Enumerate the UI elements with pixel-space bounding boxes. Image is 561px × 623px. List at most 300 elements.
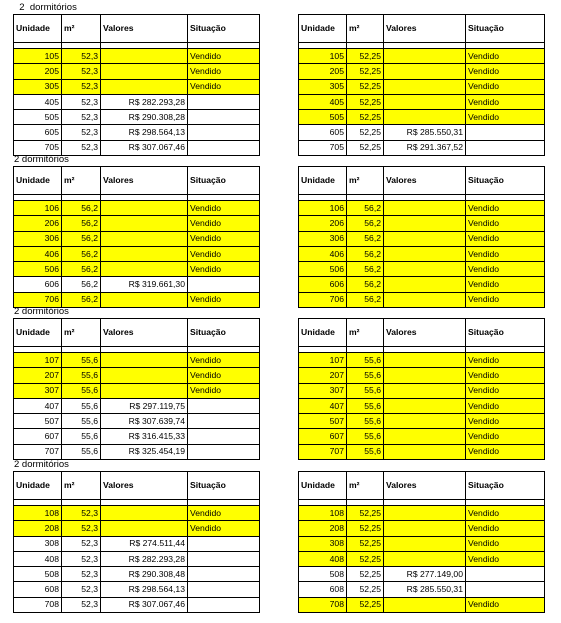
status-cell	[466, 125, 545, 140]
status-cell: Vendido	[188, 201, 260, 216]
status-cell	[188, 429, 260, 444]
header-unidade: Unidade	[14, 15, 62, 43]
header-situacao: Situação	[188, 15, 260, 43]
price-cell	[384, 536, 466, 551]
table-row	[14, 125, 260, 140]
area-cell: 52,3	[62, 125, 101, 140]
price-cell: R$ 316.415,33	[101, 429, 188, 444]
header-row	[299, 319, 545, 347]
header-situacao: Situação	[466, 167, 545, 195]
table-row	[14, 582, 260, 597]
area-cell: 55,6	[62, 398, 101, 413]
status-cell: Vendido	[188, 521, 260, 536]
section-title: 2 dormitórios	[14, 306, 69, 317]
unit-cell: 705	[14, 140, 62, 155]
unit-cell: 508	[299, 567, 347, 582]
area-cell: 52,25	[347, 79, 384, 94]
unit-cell: 308	[299, 536, 347, 551]
status-cell	[188, 398, 260, 413]
unit-cell: 507	[14, 414, 62, 429]
unit-cell: 407	[299, 398, 347, 413]
price-cell	[384, 506, 466, 521]
table-row	[299, 429, 545, 444]
area-cell: 52,25	[347, 64, 384, 79]
unit-cell: 607	[14, 429, 62, 444]
table-row	[14, 368, 260, 383]
table-row	[299, 444, 545, 459]
price-cell	[384, 521, 466, 536]
price-cell	[384, 201, 466, 216]
unit-cell: 705	[299, 140, 347, 155]
status-cell: Vendido	[466, 64, 545, 79]
status-cell: Vendido	[466, 521, 545, 536]
table-row	[299, 64, 545, 79]
unit-cell: 408	[299, 551, 347, 566]
header-valores: Valores	[101, 319, 188, 347]
header-situacao: Situação	[188, 319, 260, 347]
status-cell	[188, 140, 260, 155]
table-row	[14, 246, 260, 261]
unit-cell: 607	[299, 429, 347, 444]
area-cell: 56,2	[62, 201, 101, 216]
status-cell: Vendido	[466, 292, 545, 307]
table-row	[14, 94, 260, 109]
header-row	[299, 15, 545, 43]
header-valores: Valores	[384, 319, 466, 347]
area-cell: 56,2	[62, 246, 101, 261]
price-cell	[384, 368, 466, 383]
area-cell: 56,2	[347, 246, 384, 261]
area-cell: 55,6	[347, 353, 384, 368]
area-cell: 55,6	[347, 368, 384, 383]
table-row	[14, 414, 260, 429]
price-cell	[101, 231, 188, 246]
unit-cell: 505	[299, 110, 347, 125]
unit-cell: 208	[299, 521, 347, 536]
unit-cell: 405	[14, 94, 62, 109]
header-valores: Valores	[384, 167, 466, 195]
unit-cell: 205	[14, 64, 62, 79]
area-cell: 56,2	[347, 216, 384, 231]
header-unidade: Unidade	[299, 15, 347, 43]
price-cell	[101, 79, 188, 94]
table-row	[14, 110, 260, 125]
header-row	[299, 472, 545, 500]
price-cell	[384, 398, 466, 413]
unit-cell: 107	[14, 353, 62, 368]
price-cell	[384, 79, 466, 94]
table-row	[299, 582, 545, 597]
section-title: 2 dormitórios	[14, 459, 69, 470]
table-row	[299, 398, 545, 413]
unit-cell: 307	[14, 383, 62, 398]
unit-cell: 305	[14, 79, 62, 94]
unit-cell: 308	[14, 536, 62, 551]
table-row	[14, 49, 260, 64]
table-row	[14, 567, 260, 582]
header-valores: Valores	[384, 15, 466, 43]
unit-cell: 608	[14, 582, 62, 597]
price-cell: R$ 282.293,28	[101, 551, 188, 566]
table-row	[14, 231, 260, 246]
unit-cell: 708	[299, 597, 347, 612]
table-row	[14, 444, 260, 459]
status-cell: Vendido	[466, 414, 545, 429]
status-cell: Vendido	[466, 444, 545, 459]
status-cell: Vendido	[466, 429, 545, 444]
table-row	[299, 216, 545, 231]
unit-cell: 708	[14, 597, 62, 612]
price-cell: R$ 325.454,19	[101, 444, 188, 459]
price-cell	[384, 551, 466, 566]
unit-cell: 207	[299, 368, 347, 383]
area-cell: 52,25	[347, 94, 384, 109]
units-table-left	[13, 166, 260, 308]
price-cell	[384, 353, 466, 368]
area-cell: 52,25	[347, 506, 384, 521]
unit-cell: 207	[14, 368, 62, 383]
unit-cell: 706	[299, 292, 347, 307]
table-row	[299, 414, 545, 429]
price-cell	[101, 383, 188, 398]
status-cell	[188, 536, 260, 551]
units-table-left	[13, 471, 260, 613]
header-m2: m²	[62, 15, 101, 43]
price-cell: R$ 291.367,52	[384, 140, 466, 155]
header-row	[299, 167, 545, 195]
area-cell: 56,2	[347, 231, 384, 246]
price-cell: R$ 274.511,44	[101, 536, 188, 551]
area-cell: 55,6	[62, 383, 101, 398]
status-cell	[188, 125, 260, 140]
table-row	[14, 383, 260, 398]
price-cell: R$ 298.564,13	[101, 125, 188, 140]
unit-cell: 106	[14, 201, 62, 216]
table-row	[14, 201, 260, 216]
header-m2: m²	[347, 167, 384, 195]
status-cell: Vendido	[466, 506, 545, 521]
price-cell	[101, 292, 188, 307]
status-cell: Vendido	[466, 110, 545, 125]
status-cell: Vendido	[466, 216, 545, 231]
area-cell: 52,25	[347, 110, 384, 125]
header-situacao: Situação	[466, 319, 545, 347]
area-cell: 55,6	[347, 429, 384, 444]
price-cell: R$ 285.550,31	[384, 125, 466, 140]
area-cell: 56,2	[62, 277, 101, 292]
status-cell	[188, 444, 260, 459]
header-unidade: Unidade	[299, 472, 347, 500]
price-cell	[101, 353, 188, 368]
header-situacao: Situação	[466, 15, 545, 43]
unit-cell: 406	[14, 246, 62, 261]
area-cell: 55,6	[62, 444, 101, 459]
header-m2: m²	[347, 15, 384, 43]
header-unidade: Unidade	[14, 167, 62, 195]
status-cell: Vendido	[188, 246, 260, 261]
area-cell: 52,3	[62, 140, 101, 155]
units-table-right	[298, 471, 545, 613]
header-valores: Valores	[101, 472, 188, 500]
table-row	[14, 262, 260, 277]
area-cell: 55,6	[347, 383, 384, 398]
unit-cell: 206	[14, 216, 62, 231]
table-row	[299, 262, 545, 277]
status-cell: Vendido	[466, 536, 545, 551]
area-cell: 52,3	[62, 64, 101, 79]
unit-cell: 205	[299, 64, 347, 79]
area-cell: 55,6	[62, 414, 101, 429]
status-cell	[466, 567, 545, 582]
price-cell	[384, 277, 466, 292]
status-cell	[188, 582, 260, 597]
table-row	[299, 277, 545, 292]
header-row	[14, 472, 260, 500]
unit-cell: 206	[299, 216, 347, 231]
table-row	[299, 201, 545, 216]
status-cell: Vendido	[466, 79, 545, 94]
table-row	[14, 506, 260, 521]
header-unidade: Unidade	[14, 472, 62, 500]
price-cell	[101, 246, 188, 261]
header-m2: m²	[347, 319, 384, 347]
table-row	[14, 429, 260, 444]
area-cell: 52,25	[347, 536, 384, 551]
price-cell	[384, 231, 466, 246]
unit-cell: 606	[299, 277, 347, 292]
area-cell: 56,2	[347, 292, 384, 307]
area-cell: 52,3	[62, 567, 101, 582]
price-cell	[384, 49, 466, 64]
header-unidade: Unidade	[299, 167, 347, 195]
area-cell: 52,25	[347, 49, 384, 64]
header-m2: m²	[347, 472, 384, 500]
status-cell: Vendido	[466, 368, 545, 383]
status-cell	[466, 140, 545, 155]
table-row	[14, 353, 260, 368]
header-m2: m²	[62, 472, 101, 500]
area-cell: 56,2	[347, 262, 384, 277]
header-situacao: Situação	[466, 472, 545, 500]
status-cell: Vendido	[188, 231, 260, 246]
section-title: 2 dormitórios	[14, 2, 77, 13]
unit-cell: 307	[299, 383, 347, 398]
price-cell: R$ 319.661,30	[101, 277, 188, 292]
area-cell: 55,6	[62, 368, 101, 383]
status-cell: Vendido	[188, 292, 260, 307]
unit-cell: 707	[14, 444, 62, 459]
table-row	[14, 551, 260, 566]
area-cell: 56,2	[62, 292, 101, 307]
area-cell: 55,6	[347, 398, 384, 413]
table-row	[14, 398, 260, 413]
price-cell	[384, 429, 466, 444]
unit-cell: 608	[299, 582, 347, 597]
unit-cell: 106	[299, 201, 347, 216]
table-row	[14, 521, 260, 536]
table-row	[299, 506, 545, 521]
table-row	[14, 597, 260, 612]
header-row	[14, 319, 260, 347]
area-cell: 52,25	[347, 551, 384, 566]
table-row	[299, 521, 545, 536]
status-cell: Vendido	[466, 353, 545, 368]
table-row	[299, 94, 545, 109]
price-cell	[101, 521, 188, 536]
price-cell: R$ 298.564,13	[101, 582, 188, 597]
table-row	[14, 79, 260, 94]
header-row	[14, 167, 260, 195]
area-cell: 56,2	[62, 231, 101, 246]
price-cell	[384, 110, 466, 125]
status-cell: Vendido	[188, 216, 260, 231]
unit-cell: 105	[299, 49, 347, 64]
area-cell: 52,25	[347, 582, 384, 597]
price-cell	[101, 64, 188, 79]
status-cell	[188, 597, 260, 612]
unit-cell: 108	[299, 506, 347, 521]
table-row	[299, 536, 545, 551]
table-row	[14, 277, 260, 292]
price-cell	[101, 216, 188, 231]
area-cell: 52,25	[347, 140, 384, 155]
table-row	[299, 353, 545, 368]
price-cell: R$ 277.149,00	[384, 567, 466, 582]
area-cell: 55,6	[347, 414, 384, 429]
price-cell	[101, 262, 188, 277]
status-cell: Vendido	[188, 383, 260, 398]
status-cell	[188, 277, 260, 292]
status-cell: Vendido	[466, 94, 545, 109]
area-cell: 55,6	[347, 444, 384, 459]
price-cell	[101, 368, 188, 383]
units-table-left	[13, 14, 260, 156]
unit-cell: 108	[14, 506, 62, 521]
status-cell: Vendido	[466, 201, 545, 216]
header-m2: m²	[62, 167, 101, 195]
area-cell: 55,6	[62, 429, 101, 444]
area-cell: 56,2	[62, 216, 101, 231]
price-cell	[384, 64, 466, 79]
area-cell: 52,25	[347, 597, 384, 612]
unit-cell: 107	[299, 353, 347, 368]
table-row	[299, 79, 545, 94]
header-m2: m²	[62, 319, 101, 347]
header-unidade: Unidade	[299, 319, 347, 347]
price-cell	[384, 444, 466, 459]
area-cell: 56,2	[347, 201, 384, 216]
unit-cell: 506	[299, 262, 347, 277]
unit-cell: 408	[14, 551, 62, 566]
price-cell	[384, 597, 466, 612]
table-row	[299, 231, 545, 246]
area-cell: 52,3	[62, 49, 101, 64]
status-cell: Vendido	[466, 262, 545, 277]
header-valores: Valores	[384, 472, 466, 500]
table-row	[299, 140, 545, 155]
unit-cell: 508	[14, 567, 62, 582]
unit-cell: 706	[14, 292, 62, 307]
price-cell: R$ 285.550,31	[384, 582, 466, 597]
units-table-right	[298, 318, 545, 460]
status-cell: Vendido	[466, 551, 545, 566]
area-cell: 56,2	[347, 277, 384, 292]
table-row	[299, 383, 545, 398]
unit-cell: 208	[14, 521, 62, 536]
unit-cell: 306	[299, 231, 347, 246]
price-cell	[384, 94, 466, 109]
header-unidade: Unidade	[14, 319, 62, 347]
status-cell	[188, 567, 260, 582]
section-title: 2 dormitórios	[14, 154, 69, 165]
price-cell	[384, 262, 466, 277]
price-cell	[101, 506, 188, 521]
status-cell	[188, 110, 260, 125]
header-situacao: Situação	[188, 167, 260, 195]
table-row	[299, 49, 545, 64]
area-cell: 56,2	[62, 262, 101, 277]
status-cell: Vendido	[188, 506, 260, 521]
status-cell: Vendido	[466, 49, 545, 64]
status-cell: Vendido	[466, 231, 545, 246]
status-cell: Vendido	[188, 353, 260, 368]
area-cell: 52,3	[62, 597, 101, 612]
status-cell: Vendido	[188, 262, 260, 277]
price-cell: R$ 307.067,46	[101, 140, 188, 155]
price-cell	[101, 49, 188, 64]
price-cell	[384, 216, 466, 231]
table-row	[14, 64, 260, 79]
area-cell: 52,25	[347, 567, 384, 582]
price-cell	[384, 383, 466, 398]
status-cell: Vendido	[188, 368, 260, 383]
status-cell: Vendido	[466, 383, 545, 398]
price-cell: R$ 282.293,28	[101, 94, 188, 109]
area-cell: 52,3	[62, 551, 101, 566]
table-row	[299, 551, 545, 566]
status-cell: Vendido	[188, 79, 260, 94]
unit-cell: 507	[299, 414, 347, 429]
area-cell: 52,3	[62, 521, 101, 536]
price-cell: R$ 307.067,46	[101, 597, 188, 612]
price-cell	[384, 292, 466, 307]
price-cell: R$ 297.119,75	[101, 398, 188, 413]
table-row	[14, 536, 260, 551]
unit-cell: 305	[299, 79, 347, 94]
area-cell: 52,3	[62, 94, 101, 109]
table-row	[14, 216, 260, 231]
status-cell	[188, 414, 260, 429]
table-row	[299, 567, 545, 582]
table-row	[299, 292, 545, 307]
unit-cell: 306	[14, 231, 62, 246]
unit-cell: 605	[14, 125, 62, 140]
area-cell: 52,25	[347, 521, 384, 536]
area-cell: 52,3	[62, 79, 101, 94]
status-cell	[466, 582, 545, 597]
unit-cell: 605	[299, 125, 347, 140]
unit-cell: 506	[14, 262, 62, 277]
units-table-left	[13, 318, 260, 460]
table-row	[299, 368, 545, 383]
table-row	[299, 110, 545, 125]
price-cell: R$ 307.639,74	[101, 414, 188, 429]
unit-cell: 405	[299, 94, 347, 109]
unit-cell: 407	[14, 398, 62, 413]
price-cell: R$ 290.308,28	[101, 110, 188, 125]
area-cell: 52,3	[62, 110, 101, 125]
unit-cell: 707	[299, 444, 347, 459]
